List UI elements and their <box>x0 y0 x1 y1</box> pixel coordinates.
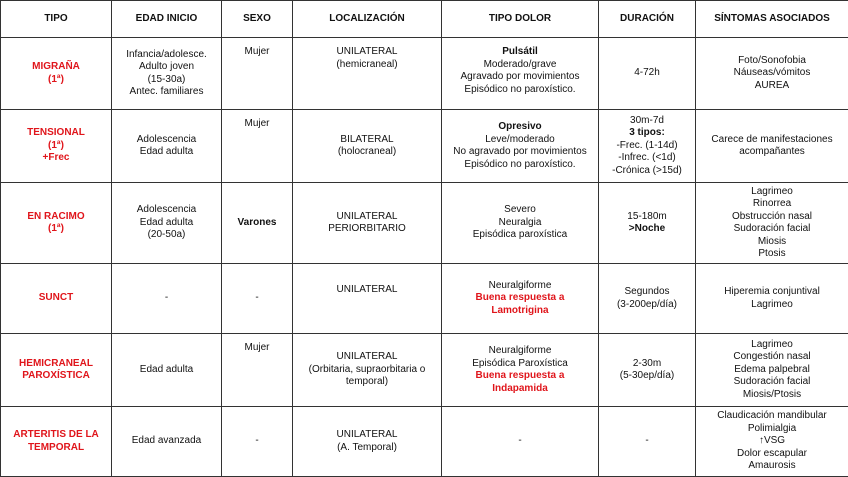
tipo-cell: TENSIONAL (1ª) +Frec <box>1 110 112 183</box>
dolor-cell: Severo Neuralgia Episódica paroxística <box>442 183 599 264</box>
tipo-cell: HEMICRANEAL PAROXÍSTICA <box>1 334 112 407</box>
sintomas-cell: Claudicación mandibular Polimialgia ↑VSG Dolor escapular Amaurosis <box>696 407 848 477</box>
duracion-cell: 4-72h <box>599 38 696 110</box>
table-row <box>1 264 848 334</box>
loc-cell: UNILATERAL <box>293 264 442 334</box>
tipo-cell: EN RACIMO (1ª) <box>1 183 112 264</box>
sexo-cell: Mujer <box>222 334 293 407</box>
sintomas-cell: Carece de manifestaciones acompañantes <box>696 110 848 183</box>
loc-cell: UNILATERAL (hemicraneal) <box>293 38 442 110</box>
duracion-cell: 15-180m >Noche <box>599 183 696 264</box>
dolor-cell: Neuralgiforme Episódica Paroxística Buena respuesta a Indapamida <box>442 334 599 407</box>
header-localizacion: LOCALIZACIÓN <box>293 1 442 38</box>
edad-cell: Adolescencia Edad adulta (20-50a) <box>112 183 222 264</box>
header-edad: EDAD INICIO <box>112 1 222 38</box>
table-row <box>1 110 848 183</box>
duracion-cell: Segundos (3-200ep/día) <box>599 264 696 334</box>
loc-cell: UNILATERAL PERIORBITARIO <box>293 183 442 264</box>
header-tipo: TIPO <box>1 1 112 38</box>
sintomas-cell: Hiperemia conjuntival Lagrimeo <box>696 264 848 334</box>
edad-cell: - <box>112 264 222 334</box>
tipo-cell: MIGRAÑA (1ª) <box>1 38 112 110</box>
sintomas-cell: Lagrimeo Congestión nasal Edema palpebral Sudoración facial Miosis/Ptosis <box>696 334 848 407</box>
tipo-cell: ARTERITIS DE LA TEMPORAL <box>1 407 112 477</box>
header-row <box>1 1 848 38</box>
table-row <box>1 38 848 110</box>
table-row <box>1 183 848 264</box>
sexo-cell: - <box>222 264 293 334</box>
dolor-cell: Neuralgiforme Buena respuesta a Lamotrigina <box>442 264 599 334</box>
dolor-cell: - <box>442 407 599 477</box>
edad-cell: Infancia/adolesce. Adulto joven (15-30a) Antec. familiares <box>112 38 222 110</box>
loc-cell: UNILATERAL (A. Temporal) <box>293 407 442 477</box>
sexo-cell: Mujer <box>222 110 293 183</box>
table-row <box>1 407 848 477</box>
duracion-cell: 30m-7d 3 tipos: -Frec. (1-14d) -Infrec. (<1d) -Crónica (>15d) <box>599 110 696 183</box>
sexo-cell: - <box>222 407 293 477</box>
edad-cell: Edad avanzada <box>112 407 222 477</box>
header-duracion: DURACIÓN <box>599 1 696 38</box>
sexo-cell: Varones <box>222 183 293 264</box>
edad-cell: Adolescencia Edad adulta <box>112 110 222 183</box>
header-tipo-dolor: TIPO DOLOR <box>442 1 599 38</box>
loc-cell: UNILATERAL (Orbitaria, supraorbitaria o temporal) <box>293 334 442 407</box>
loc-cell: BILATERAL (holocraneal) <box>293 110 442 183</box>
duracion-cell: 2-30m (5-30ep/día) <box>599 334 696 407</box>
dolor-cell: Pulsátil Moderado/grave Agravado por movimientos Episódico no paroxístico. <box>442 38 599 110</box>
dolor-cell: Opresivo Leve/moderado No agravado por movimientos Episódico no paroxístico. <box>442 110 599 183</box>
header-sintomas: SÍNTOMAS ASOCIADOS <box>696 1 848 38</box>
header-sexo: SEXO <box>222 1 293 38</box>
sexo-cell: Mujer <box>222 38 293 110</box>
sintomas-cell: Lagrimeo Rinorrea Obstrucción nasal Sudoración facial Miosis Ptosis <box>696 183 848 264</box>
tipo-cell: SUNCT <box>1 264 112 334</box>
duracion-cell: - <box>599 407 696 477</box>
sintomas-cell: Foto/Sonofobia Náuseas/vómitos AUREA <box>696 38 848 110</box>
edad-cell: Edad adulta <box>112 334 222 407</box>
table-row <box>1 334 848 407</box>
